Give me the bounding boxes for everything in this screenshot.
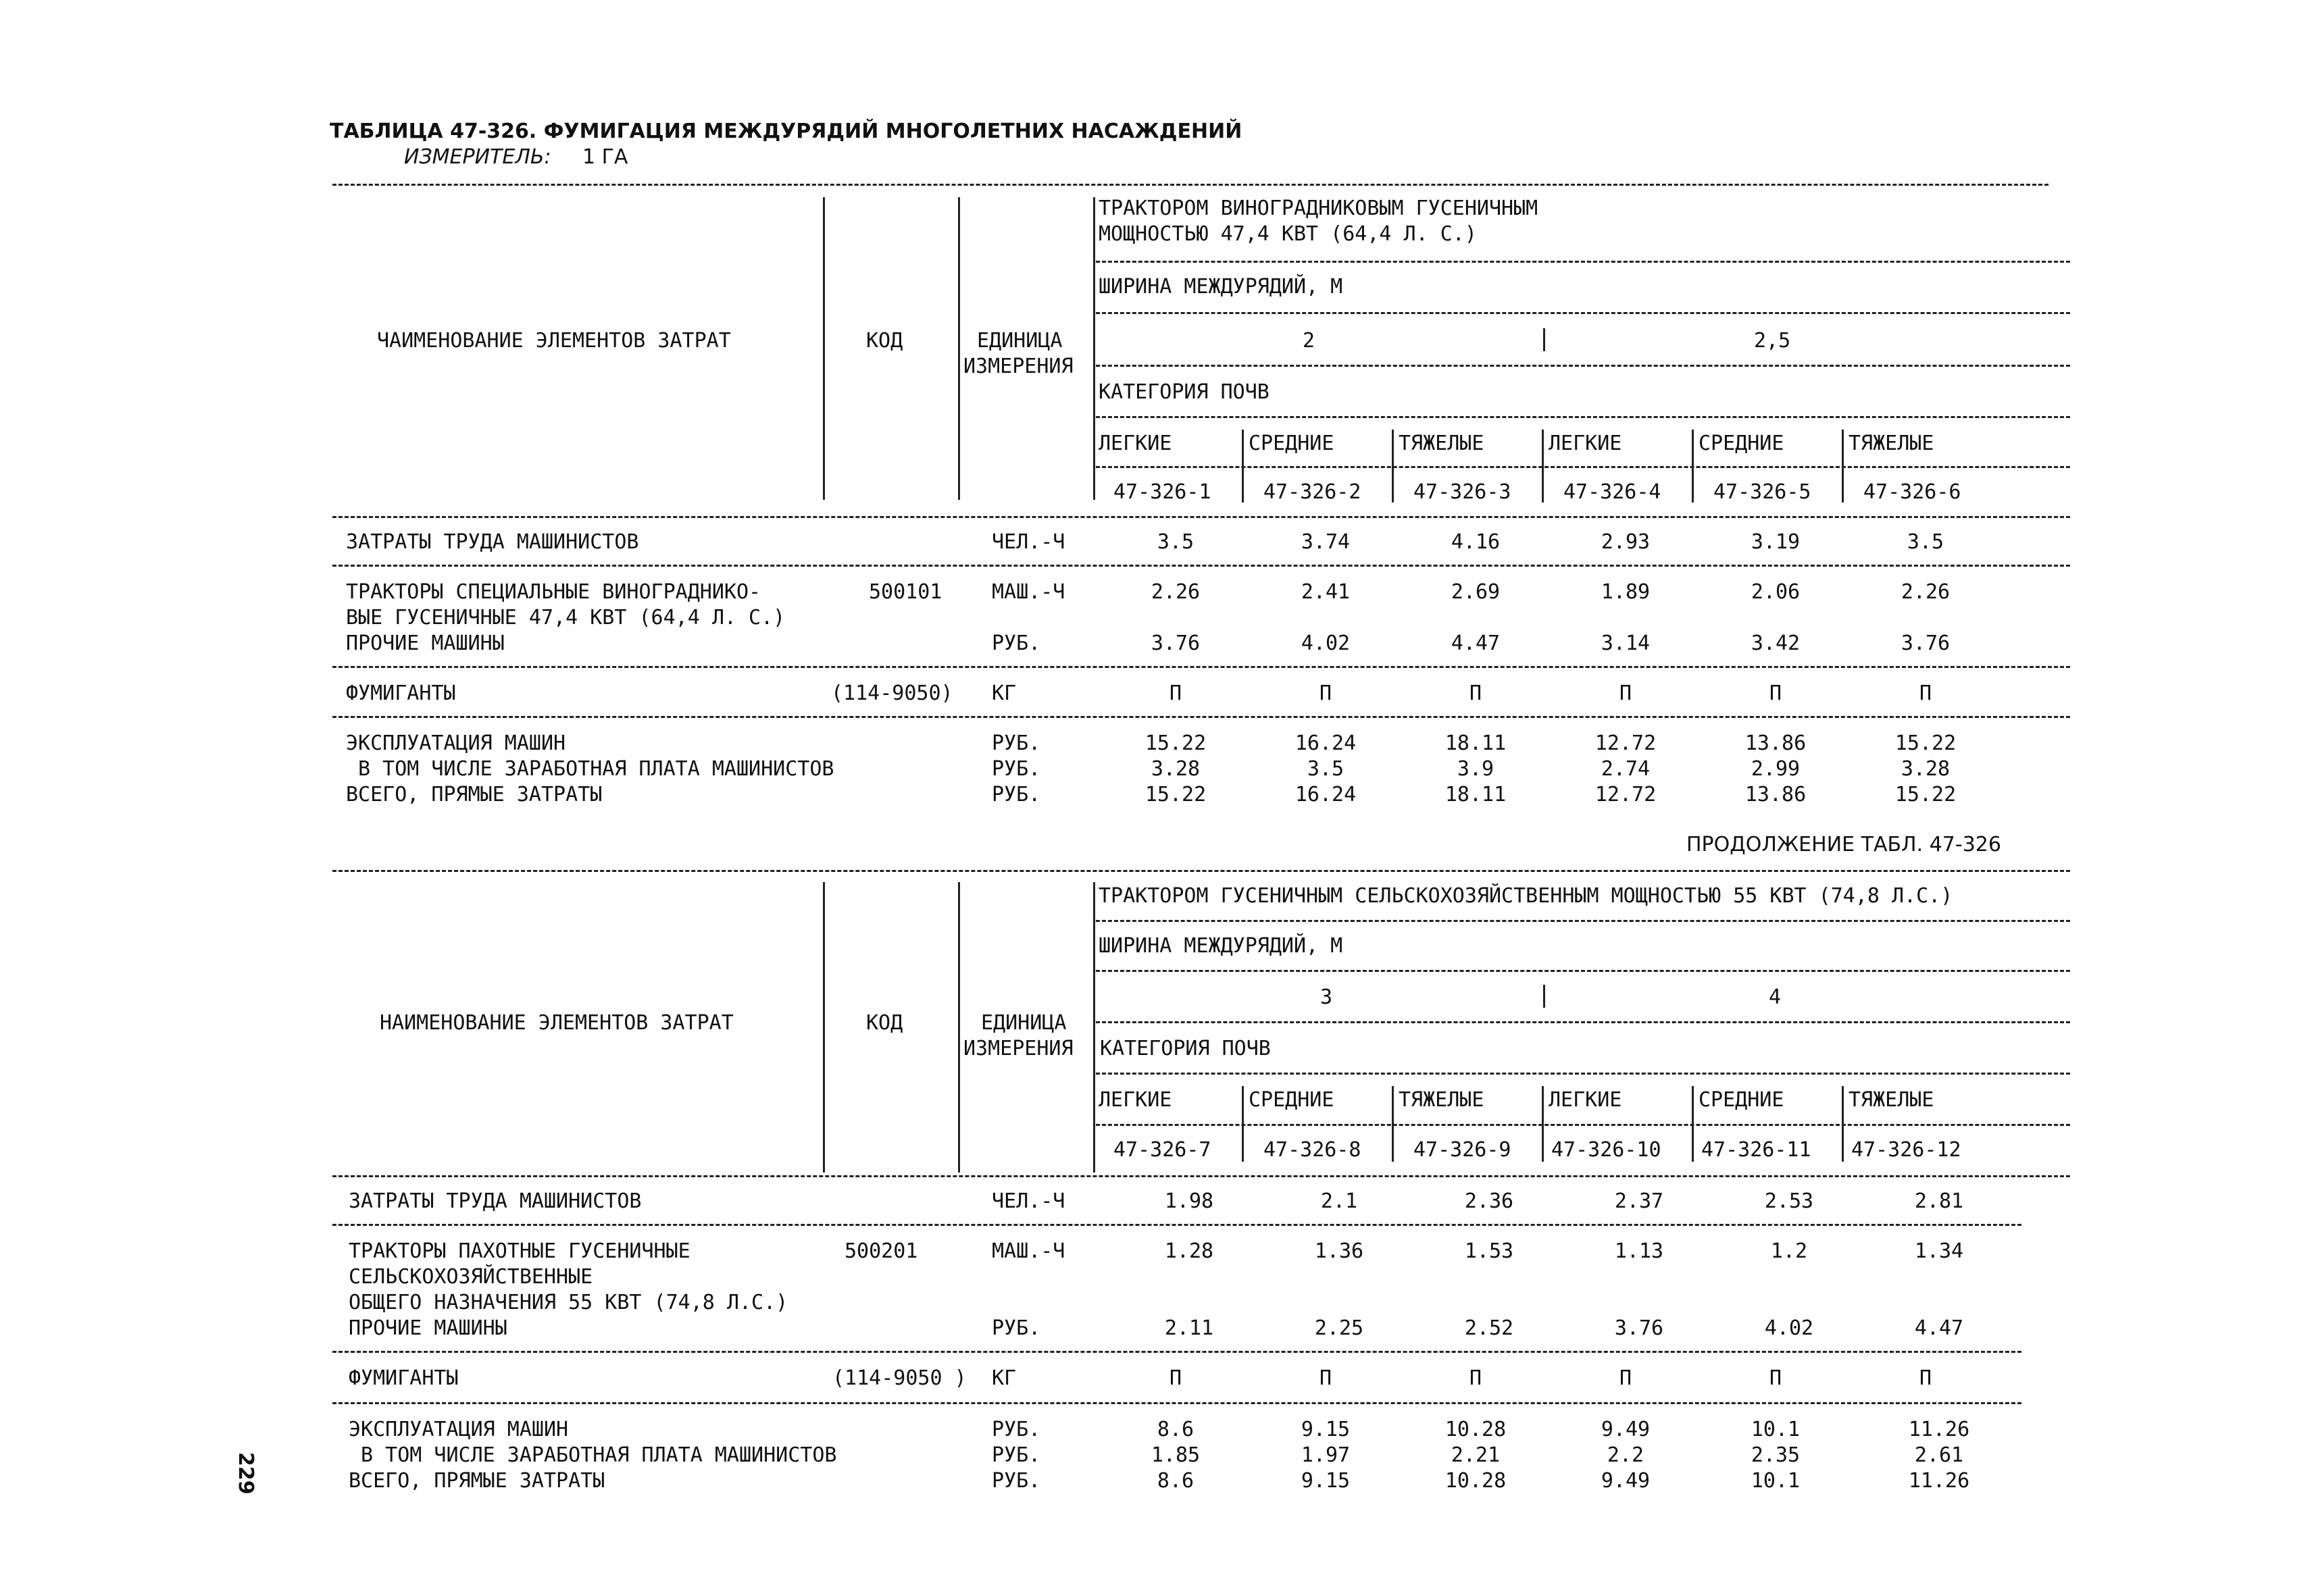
cell: 10.1 — [1751, 1469, 1801, 1493]
row-name: ТРАКТОРЫ ПАХОТНЫЕ ГУСЕНИЧНЫЕ — [349, 1239, 690, 1263]
cell: 2.53 — [1764, 1189, 1814, 1213]
header-name: НАИМЕНОВАНИЕ ЭЛЕМЕНТОВ ЗАТРАТ — [380, 1011, 734, 1035]
cell: П — [1319, 681, 1332, 705]
cell: 1.28 — [1164, 1239, 1214, 1263]
cell: П — [1769, 681, 1782, 705]
row-unit: КГ — [992, 1366, 1017, 1390]
cell: 2.06 — [1751, 580, 1801, 604]
cell: 2.52 — [1464, 1316, 1514, 1340]
cell: 1.98 — [1164, 1189, 1214, 1213]
cell: 11.26 — [1908, 1469, 1970, 1493]
tractor-line-2: МОЩНОСТЬЮ 47,4 КВТ (64,4 Л. С.) — [1099, 222, 1477, 246]
cell: 15.22 — [1145, 783, 1207, 806]
divider — [1096, 1124, 2070, 1126]
row-unit: РУБ. — [992, 783, 1041, 806]
cell: П — [1619, 1366, 1632, 1390]
column-border — [1093, 882, 1095, 1173]
row-unit: РУБ. — [992, 757, 1041, 781]
cell: 16.24 — [1294, 731, 1357, 755]
cell: 3.5 — [1157, 530, 1194, 554]
unit-label: ИЗМЕРИТЕЛЬ: — [404, 145, 551, 169]
header-name: ЧАИМЕНОВАНИЕ ЭЛЕМЕНТОВ ЗАТРАТ — [377, 329, 731, 353]
cell: П — [1919, 1366, 1932, 1390]
cell: 10.1 — [1751, 1418, 1801, 1441]
row-name: ЭКСПЛУАТАЦИЯ МАШИН — [346, 731, 566, 755]
cell: 2.1 — [1320, 1189, 1358, 1213]
divider — [1096, 466, 2070, 468]
cell: 4.02 — [1301, 632, 1351, 655]
header-unit-1: ЕДИНИЦА — [977, 329, 1063, 353]
soil-2: СРЕДНИЕ — [1249, 432, 1334, 455]
unit-value: 1 ГА — [582, 145, 628, 169]
soil-2: СРЕДНИЕ — [1249, 1088, 1334, 1112]
divider — [1096, 920, 2070, 922]
soil-1: ЛЕГКИЕ — [1099, 1088, 1172, 1112]
cell: 13.86 — [1744, 783, 1807, 806]
header-unit-1: ЕДИНИЦА — [981, 1011, 1067, 1035]
cell: 2.36 — [1464, 1189, 1514, 1213]
divider — [1096, 312, 2070, 314]
cell: 10.28 — [1444, 1469, 1507, 1493]
cell: 18.11 — [1444, 731, 1507, 755]
divider — [1096, 416, 2070, 418]
width-value-b: 4 — [1769, 985, 1782, 1009]
cell: 1.36 — [1314, 1239, 1364, 1263]
cell: 3.28 — [1901, 757, 1951, 781]
page-number: 229 — [234, 1452, 257, 1495]
cell: 2.21 — [1451, 1443, 1501, 1467]
cell: 3.5 — [1907, 530, 1944, 554]
cell: 15.22 — [1894, 783, 1957, 806]
row-unit: РУБ. — [992, 1469, 1041, 1493]
row-code: 500201 — [845, 1239, 918, 1263]
width-label: ШИРИНА МЕЖДУРЯДИЙ, М — [1099, 934, 1343, 958]
cell: П — [1169, 681, 1182, 705]
divider — [1096, 1021, 2070, 1023]
cell: 1.89 — [1601, 580, 1651, 604]
cell: П — [1919, 681, 1932, 705]
cell: 2.99 — [1751, 757, 1801, 781]
soil-3: ТЯЖЕЛЫЕ — [1399, 432, 1484, 455]
norm-code-12: 47-326-12 — [1851, 1138, 1961, 1162]
cell: 2.61 — [1914, 1443, 1964, 1467]
divider — [332, 184, 2048, 186]
cell: 15.22 — [1145, 731, 1207, 755]
cell: 8.6 — [1157, 1469, 1194, 1493]
cell: 15.22 — [1894, 731, 1957, 755]
divider — [1096, 970, 2070, 972]
soil-5: СРЕДНИЕ — [1699, 1088, 1784, 1112]
header-code: КОД — [866, 1011, 903, 1035]
row-name: СЕЛЬСКОХОЗЯЙСТВЕННЫЕ — [349, 1265, 593, 1289]
column-border — [1543, 985, 1545, 1008]
cell: 2.35 — [1751, 1443, 1801, 1467]
cell: П — [1769, 1366, 1782, 1390]
cell: 1.13 — [1614, 1239, 1664, 1263]
cell: 2.81 — [1914, 1189, 1964, 1213]
norm-code-9: 47-326-9 — [1413, 1138, 1511, 1162]
row-name: ФУМИГАНТЫ — [349, 1366, 459, 1390]
cell: 2.26 — [1151, 580, 1201, 604]
divider — [332, 666, 2070, 668]
row-name: ЗАТРАТЫ ТРУДА МАШИНИСТОВ — [346, 530, 639, 554]
row-name: ОБЩЕГО НАЗНАЧЕНИЯ 55 КВТ (74,8 Л.С.) — [349, 1291, 788, 1314]
row-unit: РУБ. — [992, 1418, 1041, 1441]
row-code: (114-9050 ) — [832, 1366, 967, 1390]
row-name: В ТОМ ЧИСЛЕ ЗАРАБОТНАЯ ПЛАТА МАШИНИСТОВ — [349, 1443, 837, 1467]
width-label: ШИРИНА МЕЖДУРЯДИЙ, М — [1099, 275, 1343, 299]
soil-4: ЛЕГКИЕ — [1549, 432, 1622, 455]
cell: 3.74 — [1301, 530, 1351, 554]
cell: 3.14 — [1601, 632, 1651, 655]
cell: 12.72 — [1594, 783, 1657, 806]
row-name: ВЫЕ ГУСЕНИЧНЫЕ 47,4 КВТ (64,4 Л. С.) — [346, 606, 786, 629]
cell: 12.72 — [1594, 731, 1657, 755]
cell: 10.28 — [1444, 1418, 1507, 1441]
divider — [332, 716, 2070, 718]
divider — [332, 1175, 2070, 1177]
cell: 9.49 — [1601, 1418, 1651, 1441]
norm-code-10: 47-326-10 — [1551, 1138, 1661, 1162]
norm-code-11: 47-326-11 — [1701, 1138, 1811, 1162]
row-name: ВСЕГО, ПРЯМЫЕ ЗАТРАТЫ — [346, 783, 603, 806]
width-value-a: 3 — [1320, 985, 1333, 1009]
cell: 4.47 — [1451, 632, 1501, 655]
cell: П — [1469, 1366, 1482, 1390]
norm-code-6: 47-326-6 — [1863, 480, 1961, 504]
header-unit-2: ИЗМЕРЕНИЯ — [963, 1037, 1074, 1060]
cell: 2.26 — [1901, 580, 1951, 604]
cell: 3.28 — [1151, 757, 1201, 781]
width-value-b: 2,5 — [1754, 329, 1791, 353]
column-border — [1543, 328, 1545, 351]
cell: 3.76 — [1151, 632, 1201, 655]
row-unit: РУБ. — [992, 1316, 1041, 1340]
cell: 4.16 — [1451, 530, 1501, 554]
width-value-a: 2 — [1303, 329, 1315, 353]
cell: 3.42 — [1751, 632, 1801, 655]
soil-3: ТЯЖЕЛЫЕ — [1399, 1088, 1484, 1112]
continuation-note: ПРОДОЛЖЕНИЕ ТАБЛ. 47-326 — [1686, 833, 2001, 856]
row-code: (114-9050) — [831, 681, 953, 705]
soil-label: КАТЕГОРИЯ ПОЧВ — [1099, 380, 1269, 404]
soil-5: СРЕДНИЕ — [1699, 432, 1784, 455]
cell: 2.41 — [1301, 580, 1351, 604]
cell: 4.47 — [1914, 1316, 1964, 1340]
soil-4: ЛЕГКИЕ — [1549, 1088, 1622, 1112]
divider — [332, 870, 2070, 872]
divider — [332, 1402, 2021, 1404]
cell: 1.85 — [1151, 1443, 1201, 1467]
divider — [1096, 261, 2070, 263]
cell: 2.74 — [1601, 757, 1651, 781]
divider — [332, 1351, 2021, 1353]
norm-code-3: 47-326-3 — [1413, 480, 1511, 504]
norm-code-2: 47-326-2 — [1263, 480, 1361, 504]
row-name: ФУМИГАНТЫ — [346, 681, 456, 705]
divider — [332, 516, 2070, 518]
row-unit: МАШ.-Ч — [992, 580, 1065, 604]
cell: 2.37 — [1614, 1189, 1664, 1213]
soil-6: ТЯЖЕЛЫЕ — [1848, 432, 1934, 455]
divider — [332, 565, 2070, 567]
cell: 2.69 — [1451, 580, 1501, 604]
cell: П — [1469, 681, 1482, 705]
cell: П — [1319, 1366, 1332, 1390]
cell: 9.15 — [1301, 1469, 1351, 1493]
cell: 18.11 — [1444, 783, 1507, 806]
row-unit: КГ — [992, 681, 1017, 705]
cell: 3.19 — [1751, 530, 1801, 554]
cell: 1.97 — [1301, 1443, 1351, 1467]
norm-code-4: 47-326-4 — [1563, 480, 1661, 504]
norm-code-1: 47-326-1 — [1113, 480, 1211, 504]
column-border — [1093, 197, 1095, 500]
row-name: ВСЕГО, ПРЯМЫЕ ЗАТРАТЫ — [349, 1469, 605, 1493]
cell: 1.53 — [1464, 1239, 1514, 1263]
cell: 3.9 — [1457, 757, 1494, 781]
row-unit: МАШ.-Ч — [992, 1239, 1065, 1263]
cell: П — [1619, 681, 1632, 705]
soil-label: КАТЕГОРИЯ ПОЧВ — [1100, 1037, 1271, 1060]
cell: 2.93 — [1601, 530, 1651, 554]
norm-code-8: 47-326-8 — [1263, 1138, 1361, 1162]
tractor-line-1: ТРАКТОРОМ ГУСЕНИЧНЫМ СЕЛЬСКОХОЗЯЙСТВЕННЫМ МОЩНОСТЬЮ 55 КВТ (74,8 Л.С.) — [1099, 884, 1953, 908]
row-unit: РУБ. — [992, 731, 1041, 755]
column-border — [823, 882, 825, 1173]
header-code: КОД — [866, 329, 903, 353]
soil-1: ЛЕГКИЕ — [1099, 432, 1172, 455]
norm-code-5: 47-326-5 — [1713, 480, 1811, 504]
cell: 2.11 — [1164, 1316, 1214, 1340]
cell: 16.24 — [1294, 783, 1357, 806]
table-title: ТАБЛИЦА 47-326. ФУМИГАЦИЯ МЕЖДУРЯДИЙ МНОГОЛЕТНИХ НАСАЖДЕНИЙ — [330, 120, 1242, 143]
cell: 8.6 — [1157, 1418, 1194, 1441]
row-unit: ЧЕЛ.-Ч — [992, 1189, 1065, 1213]
row-name: В ТОМ ЧИСЛЕ ЗАРАБОТНАЯ ПЛАТА МАШИНИСТОВ — [346, 757, 834, 781]
row-unit: ЧЕЛ.-Ч — [992, 530, 1065, 554]
cell: 2.2 — [1607, 1443, 1644, 1467]
cell: 13.86 — [1744, 731, 1807, 755]
divider — [332, 1224, 2021, 1226]
soil-6: ТЯЖЕЛЫЕ — [1848, 1088, 1934, 1112]
cell: 11.26 — [1908, 1418, 1970, 1441]
column-border — [958, 882, 960, 1173]
cell: 3.76 — [1901, 632, 1951, 655]
cell: 1.34 — [1914, 1239, 1964, 1263]
cell: 3.5 — [1307, 757, 1344, 781]
cell: 2.25 — [1314, 1316, 1364, 1340]
row-name: ЭКСПЛУАТАЦИЯ МАШИН — [349, 1418, 569, 1441]
row-code: 500101 — [869, 580, 942, 604]
cell: 3.76 — [1614, 1316, 1664, 1340]
divider — [1096, 1073, 2070, 1075]
row-name: ПРОЧИЕ МАШИНЫ — [349, 1316, 507, 1340]
cell: 9.15 — [1301, 1418, 1351, 1441]
column-border — [823, 197, 825, 500]
divider — [1096, 365, 2070, 367]
row-unit: РУБ. — [992, 1443, 1041, 1467]
row-name: ПРОЧИЕ МАШИНЫ — [346, 632, 505, 655]
cell: 9.49 — [1601, 1469, 1651, 1493]
column-border — [958, 197, 960, 500]
row-name: ЗАТРАТЫ ТРУДА МАШИНИСТОВ — [349, 1189, 642, 1213]
cell: 1.2 — [1770, 1239, 1808, 1263]
cell: П — [1169, 1366, 1182, 1390]
tractor-line-1: ТРАКТОРОМ ВИНОГРАДНИКОВЫМ ГУСЕНИЧНЫМ — [1099, 197, 1538, 220]
cell: 4.02 — [1764, 1316, 1814, 1340]
row-unit: РУБ. — [992, 632, 1041, 655]
header-unit-2: ИЗМЕРЕНИЯ — [963, 355, 1074, 378]
row-name: ТРАКТОРЫ СПЕЦИАЛЬНЫЕ ВИНОГРАДНИКО- — [346, 580, 761, 604]
norm-code-7: 47-326-7 — [1113, 1138, 1211, 1162]
